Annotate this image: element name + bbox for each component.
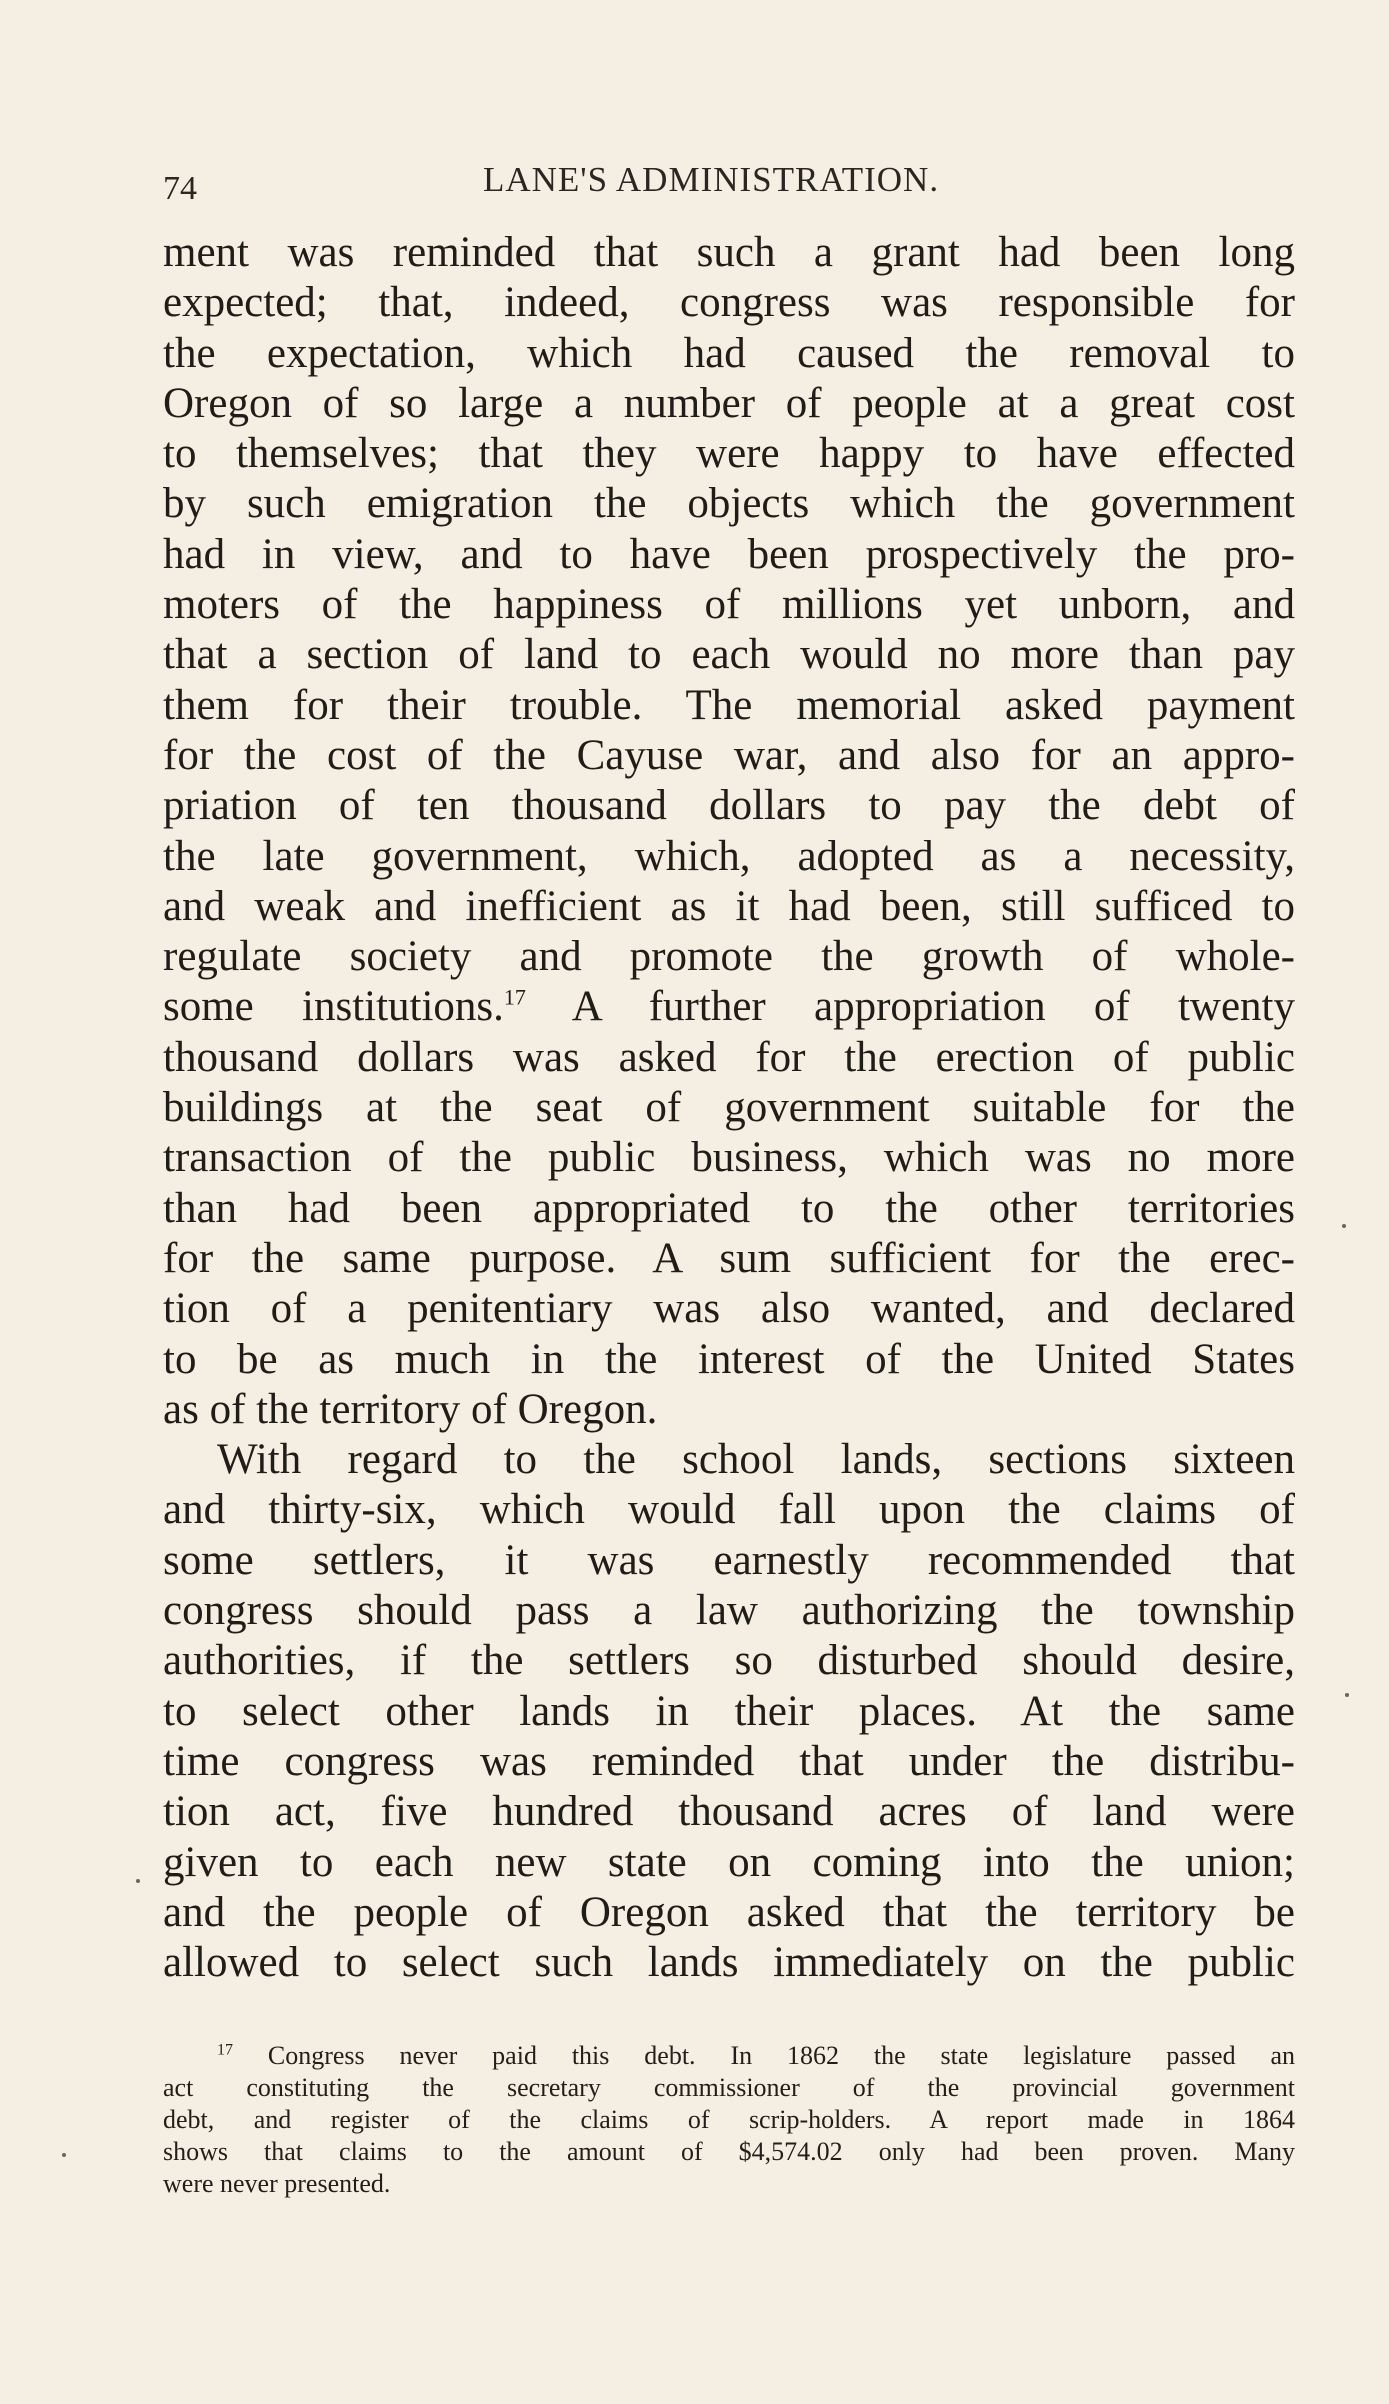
print-speck (62, 2153, 66, 2157)
text-line: expected; that, indeed, congress was responsible for (163, 279, 1295, 327)
text-line: congress should pass a law authorizing the township (163, 1587, 1295, 1635)
footnote-block (163, 2040, 1295, 2200)
footnote-last-line: were never presented. (163, 2169, 391, 2198)
footnote-line: debt, and register of the claims of scrip-holders. A report made in 1864 (163, 2105, 1295, 2134)
text-line: transaction of the public business, which was no more (163, 1134, 1295, 1182)
text-segment: A further appropriation of twenty (525, 983, 1295, 1031)
text-line: to select other lands in their places. At the same (163, 1687, 1295, 1735)
footnote-text: Congress never paid this debt. In 1862 the state legislature passed an (233, 2041, 1295, 2070)
text-line: them for their trouble. The memorial asked payment (163, 681, 1295, 729)
text-line: some settlers, it was earnestly recommended that (163, 1536, 1295, 1584)
text-line: for the same purpose. A sum sufficient for the erec- (163, 1234, 1295, 1282)
text-line: buildings at the seat of government suitable for the (163, 1084, 1295, 1132)
print-speck (136, 1879, 140, 1883)
text-line: that a section of land to each would no more than pay (163, 631, 1295, 679)
text-segment: some institutions. (163, 983, 504, 1031)
footnote-line: act constituting the secretary commissioner of the provincial government (163, 2073, 1295, 2102)
text-line: the late government, which, adopted as a necessity, (163, 832, 1295, 880)
text-line: by such emigration the objects which the government (163, 480, 1295, 528)
footnote-first-line (163, 2040, 1295, 2072)
text-line: had in view, and to have been prospectively the pro- (163, 530, 1295, 578)
text-line: moters of the happiness of millions yet unborn, and (163, 581, 1295, 629)
text-line: allowed to select such lands immediately on the public (163, 1939, 1295, 1987)
text-line: to themselves; that they were happy to have effected (163, 430, 1295, 478)
print-speck (1345, 1693, 1349, 1697)
footnote-line: shows that claims to the amount of $4,574.02 only had been proven. Many (163, 2137, 1295, 2166)
paragraph-start-line: With regard to the school lands, sections sixteen (217, 1436, 1295, 1484)
text-line: time congress was reminded that under the distribu- (163, 1737, 1295, 1785)
text-line: tion act, five hundred thousand acres of land were (163, 1788, 1295, 1836)
text-line: given to each new state on coming into the union; (163, 1838, 1295, 1886)
paragraph-end-line: as of the territory of Oregon. (163, 1385, 658, 1433)
page-number: 74 (163, 170, 197, 207)
text-line: to be as much in the interest of the United States (163, 1335, 1295, 1383)
text-line-with-note (163, 982, 1295, 1032)
text-line: than had been appropriated to the other territories (163, 1184, 1295, 1232)
text-line: thousand dollars was asked for the erection of public (163, 1033, 1295, 1081)
running-title: LANE'S ADMINISTRATION. (483, 160, 940, 199)
text-line: priation of ten thousand dollars to pay the debt of (163, 782, 1295, 830)
text-line: and weak and inefficient as it had been, still sufficed to (163, 882, 1295, 930)
text-line: the expectation, which had caused the removal to (163, 329, 1295, 377)
body-text (163, 228, 1295, 1988)
text-line: for the cost of the Cayuse war, and also for an appro- (163, 731, 1295, 779)
text-line: and the people of Oregon asked that the territory be (163, 1888, 1295, 1936)
text-line: Oregon of so large a number of people at a great cost (163, 379, 1295, 427)
text-line: ment was reminded that such a grant had been long (163, 229, 1295, 276)
text-line: and thirty-six, which would fall upon the claims of (163, 1486, 1295, 1534)
text-line: tion of a penitentiary was also wanted, and declared (163, 1285, 1295, 1333)
running-head (163, 160, 1298, 210)
footnote-marker: 17 (217, 2041, 233, 2059)
text-line: regulate society and promote the growth of whole- (163, 933, 1295, 981)
print-speck (1342, 1224, 1346, 1228)
footnote-reference[interactable]: 17 (503, 985, 526, 1011)
text-line: authorities, if the settlers so disturbed should desire, (163, 1637, 1295, 1685)
